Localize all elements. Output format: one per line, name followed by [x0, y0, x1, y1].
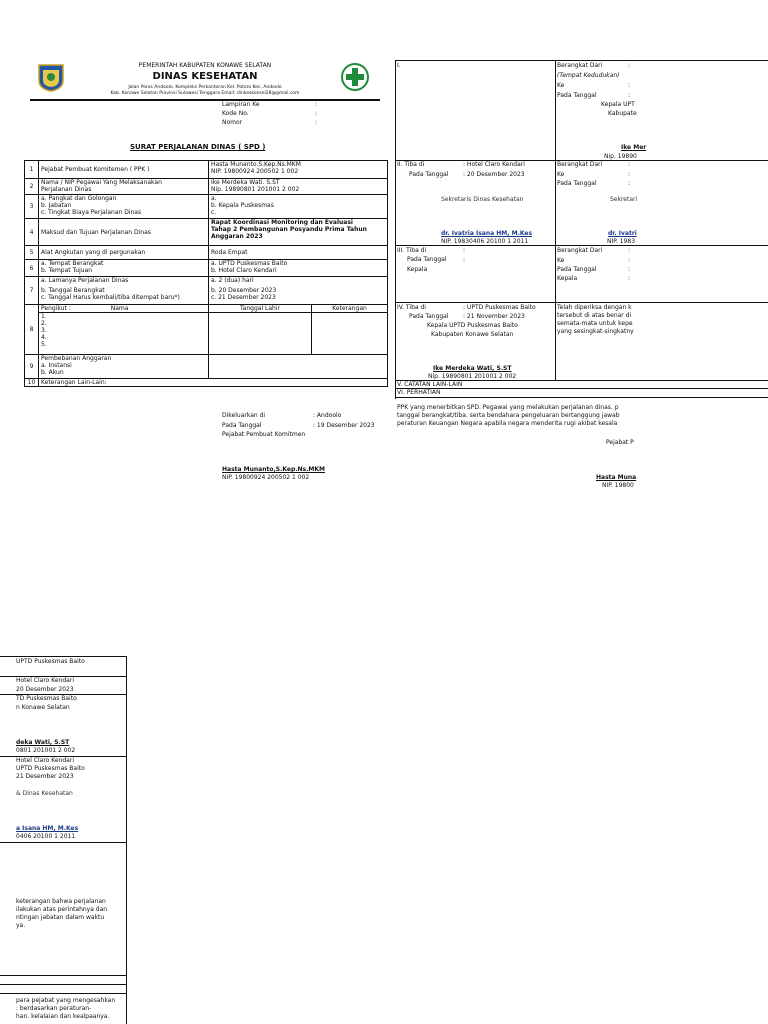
header-rule [30, 99, 380, 101]
ii-ke-label: Ke [557, 171, 565, 178]
dept-name: DINAS KESEHATAN [152, 71, 258, 82]
iv-pada-value: : 21 November 2023 [463, 313, 525, 320]
row-value: Roda Empat [209, 246, 388, 260]
ii-berangkat-label: Berangkat Dari [557, 161, 603, 168]
dikeluarkan-value: : Andoolo [313, 412, 342, 419]
pada-tanggal-label: Pada Tanggal [557, 92, 597, 99]
iv-tiba-value: : UPTD Puskesmas Baito [463, 304, 536, 311]
right-border-left [395, 60, 396, 399]
lower-text: 21 Desember 2023 [16, 773, 74, 780]
lower-text: keterangan bahwa perjalanan [16, 898, 106, 905]
ke-label: Ke [557, 82, 565, 89]
nip-hasta-trunc: NIP. 19800 [602, 482, 634, 489]
lower-text: TD Puskesmas Baito [16, 695, 77, 702]
row-number: 4 [25, 219, 39, 246]
nomor-colon: : [315, 119, 318, 126]
right-row6 [395, 397, 768, 398]
dr-name-trunc: dr. Ivatri [608, 230, 637, 237]
tanggal-lahir-header: Tanggal Lahir [209, 305, 312, 313]
kode-label: Kode No. [222, 110, 249, 117]
row-value: Ike Merdeka Wati. S.ST Nip. 19890801 201001 2 002 [209, 179, 388, 195]
iv-name: Ike Merdeka Wati, S.ST [433, 365, 512, 372]
iii-ke-colon: : [628, 257, 631, 264]
table-row [25, 313, 388, 355]
ppk-label: Pejabat Pembuat Komitmen [222, 431, 306, 438]
pengikut-header: Pengikut : Nama [39, 305, 209, 313]
lower-text: deka Wati, S.ST [16, 739, 70, 746]
spd-table [24, 160, 388, 387]
ppk-nip: NIP. 19800924 200502 1 002 [222, 474, 310, 481]
tanggal-lahir-cell [209, 313, 312, 355]
dikeluarkan-label: Dikeluarkan di [222, 412, 266, 419]
kepala-upt-trunc: Kepala UPT [601, 101, 635, 108]
lower-text: Hotel Claro Kendari [16, 677, 74, 684]
iv-pada-label: Pada Tanggal [409, 313, 449, 320]
lower-line-e [0, 842, 127, 843]
lower-text: a Isana HM, M.Kes [16, 825, 79, 832]
ii-pada-value: : 20 Desember 2023 [463, 171, 525, 178]
ike-name-trunc: Ike Mer [621, 144, 647, 151]
lower-text: han. kelalaian dan kealpaanya. [16, 1013, 110, 1020]
lower-line-f [0, 975, 127, 976]
hasta-trunc: Hasta Muna [596, 474, 637, 481]
lower-text: ilakukan atas perintahnya dan [16, 906, 108, 913]
ii-pada-label: Pada Tanggal [409, 171, 449, 178]
dr-nip: NIP. 19830406 20100 1 2011 [441, 238, 529, 245]
row-label: Pembebanan Anggaran a. Instansi b. Akun [39, 355, 209, 379]
table-row [25, 305, 388, 313]
lower-text: ya. [16, 922, 26, 929]
tempat-kedudukan: (Tempat Kedudukan) [557, 72, 620, 79]
lower-text: para pejabat yang mengesahkan [16, 997, 116, 1004]
row-number: 1 [25, 161, 39, 179]
keterangan-cell [312, 313, 388, 355]
row-label: Nama / NIP Pegawai Yang Melaksanakan Perjalanan Dinas [39, 179, 209, 195]
row-label: a. Tempat Berangkat b. Tempat Tujuan [39, 260, 209, 277]
ii-pada2-colon: : [628, 180, 631, 187]
lower-text: 20 Desember 2023 [16, 686, 74, 693]
catatan-heading: V. CATATAN LAIN-LAIN [397, 381, 463, 388]
address-line-1: Jalan Poros Andoolo. Kompleks Perkantoran Kel. Potoro Kec. Andoolo [128, 85, 282, 90]
row-number: 3 [25, 195, 39, 219]
right-row3 [395, 302, 768, 303]
row-label: a. Lamanya Perjalanan Dinas b. Tanggal Berangkat c. Tanggal Harus kembali/tiba ditempat baru*) [39, 277, 209, 305]
iv-kepala-label: Kepala UPTD Puskesmas Baito [427, 322, 518, 329]
perhatian-heading: VI. PERHATIAN [397, 389, 441, 396]
lower-border [126, 656, 127, 1024]
perhatian-line-2: tanggal berangkat/tiba. serta bendahara pengeluaran bertanggung jawab [397, 412, 620, 419]
section-iii: III. Tiba di [397, 247, 427, 254]
table-row [25, 260, 388, 277]
pada-tanggal-label: Pada Tanggal [222, 422, 262, 429]
ii-berangkat-colon: : [628, 161, 631, 168]
iii-kepala2-colon: : [628, 275, 631, 282]
berangkat-colon: : [628, 62, 631, 69]
row-label: Pejabat Pembuat Komitemen ( PPK ) [39, 161, 209, 179]
iii-colon: : [463, 247, 466, 254]
row-value: Rapat Koordinasi Monitoring dan Evaluasi Tahap 2 Pembangunan Posyandu Prima Tahun Anggaran 2023 [209, 219, 388, 246]
iii-berangkat-label: Berangkat Dari [557, 247, 603, 254]
row-number: 2 [25, 179, 39, 195]
row-number: 7 [25, 277, 39, 305]
ii-tiba-value: : Hotel Claro Kendari [463, 161, 525, 168]
iv-nip: Nip. 19890801 201001 2 002 [428, 373, 517, 380]
table-row [25, 277, 388, 305]
telah-line-4: yang sesingkat-singkatny [557, 328, 634, 335]
ii-ke-colon: : [628, 171, 631, 178]
iii-pada2-label: Pada Tanggal [557, 266, 597, 273]
lower-text: UPTD Puskesmas Baito [16, 765, 85, 772]
table-row [25, 195, 388, 219]
kode-colon: : [315, 110, 318, 117]
pejabat-trunc: Pejabat P [606, 439, 634, 446]
row-value [209, 355, 388, 379]
ke-colon: : [628, 82, 631, 89]
sekretaris-label: Sekretaris Dinas Kesehatan [441, 196, 524, 203]
section-i: I. [397, 62, 401, 69]
row-value: a. b. Kepala Puskesmas c. [209, 195, 388, 219]
berangkat-label: Berangkat Dari [557, 62, 603, 69]
pada-colon: : [628, 92, 631, 99]
row-number: 10 [25, 379, 39, 387]
table-row [25, 161, 388, 179]
lower-line-h [0, 993, 127, 994]
page-title: SURAT PERJALANAN DINAS ( SPD ) [130, 143, 266, 151]
section-ii: II. Tiba di [397, 161, 425, 168]
lower-text: 0406 20100 1 2011 [16, 833, 76, 840]
lower-text: n Konawe Selatan [16, 704, 70, 711]
dr-name: dr. Ivatria Isana HM, M.Kes [441, 230, 533, 237]
keterangan-header: Keterangan [312, 305, 388, 313]
iii-kepala-label: Kepala [407, 266, 428, 273]
row-label: Alat Angkutan yang di pergunakan [39, 246, 209, 260]
row-number: 6 [25, 260, 39, 277]
nomor-label: Nomor [222, 119, 243, 126]
row-number: 5 [25, 246, 39, 260]
ppk-name: Hasta Munanto,S.Kep.Ns.MKM [222, 466, 326, 473]
section-iv: IV. Tiba di [397, 304, 426, 311]
iii-berangkat-colon: : [628, 247, 631, 254]
nip-trunc: Nip. 19890 [604, 153, 637, 160]
lower-text: & Dinas Kesehatan [16, 790, 73, 797]
kabupaten-trunc: Kabupate [608, 110, 637, 117]
dr-nip-trunc: NIP. 1983 [607, 238, 636, 245]
lower-line-g [0, 984, 127, 985]
lower-text: 0801 201001 2 002 [16, 747, 76, 754]
pada-tanggal-value: : 19 Desember 2023 [313, 422, 375, 429]
row-label: a. Pangkat dan Golongan b. Jabatan c. Tingkat Biaya Perjalanan Dinas [39, 195, 209, 219]
table-row [25, 379, 388, 387]
lower-text: ntingan jabatan dalam waktu [16, 914, 105, 921]
address-line-2: Kab. Konawe Selatan Provinsi Sulawesi Tenggara Email: dinkeskonsel28@gmail.com [110, 91, 300, 96]
iii-pada2-colon: : [628, 266, 631, 273]
row-value: a. UPTD Puskesmas Baito b. Hotel Claro Kendari [209, 260, 388, 277]
health-logo [340, 62, 370, 92]
iii-ke-label: Ke [557, 257, 565, 264]
pengikut-list: 1. 2. 3. 4. 5. [39, 313, 209, 355]
table-row [25, 179, 388, 195]
table-row [25, 219, 388, 246]
row-number: 8 [25, 305, 39, 355]
iii-kepala2-label: Kepala [557, 275, 578, 282]
iv-kab-label: Kabupaten Konawe Selatan [431, 331, 514, 338]
sekretaris-trunc: Sekretari [610, 196, 638, 203]
table-row [25, 355, 388, 379]
telah-line-3: semata-mata untuk kepe [557, 320, 633, 327]
perhatian-line-1: PPK yang menerbitkan SPD. Pegawai yang melakukan perjalanan dinas. p [397, 404, 619, 411]
ii-pada2-label: Pada Tanggal [557, 180, 597, 187]
row-number: 9 [25, 355, 39, 379]
lower-text: UPTD Puskesmas Baito [16, 658, 85, 665]
perhatian-line-3: peraturan Keuangan Negara apabila negara menderita rugi akibat kesala [397, 420, 618, 427]
lampiran-colon: : [315, 101, 318, 108]
lower-text: : berdasarkan peraturan- [16, 1005, 92, 1012]
row-value: a. 2 (dua) hari b. 20 Desember 2023 c. 21 Desember 2023 [209, 277, 388, 305]
lower-line-a [0, 656, 127, 657]
regency-logo [36, 62, 66, 92]
iii-pada-colon: : [463, 256, 466, 263]
lower-text: Hotel Claro Kendari [16, 757, 74, 764]
row-label: Maksud dan Tujuan Perjalanan Dinas [39, 219, 209, 246]
right-divider [555, 60, 556, 380]
row-value: Hasta Munanto.S.Kep.Ns.MKM NIP. 19800924 200502 1 002 [209, 161, 388, 179]
lampiran-label: Lampiran Ke [222, 101, 260, 108]
telah-line-1: Telah diperiksa dengan k [557, 304, 632, 311]
gov-name: PEMERINTAH KABUPATEN KONAWE SELATAN [138, 62, 272, 69]
telah-line-2: tersebut di atas benar di [557, 312, 632, 319]
row-label: Keterangan Lain-Lain: [39, 379, 388, 387]
right-top [395, 60, 768, 61]
table-row [25, 246, 388, 260]
iii-pada-label: Pada Tanggal [407, 256, 447, 263]
